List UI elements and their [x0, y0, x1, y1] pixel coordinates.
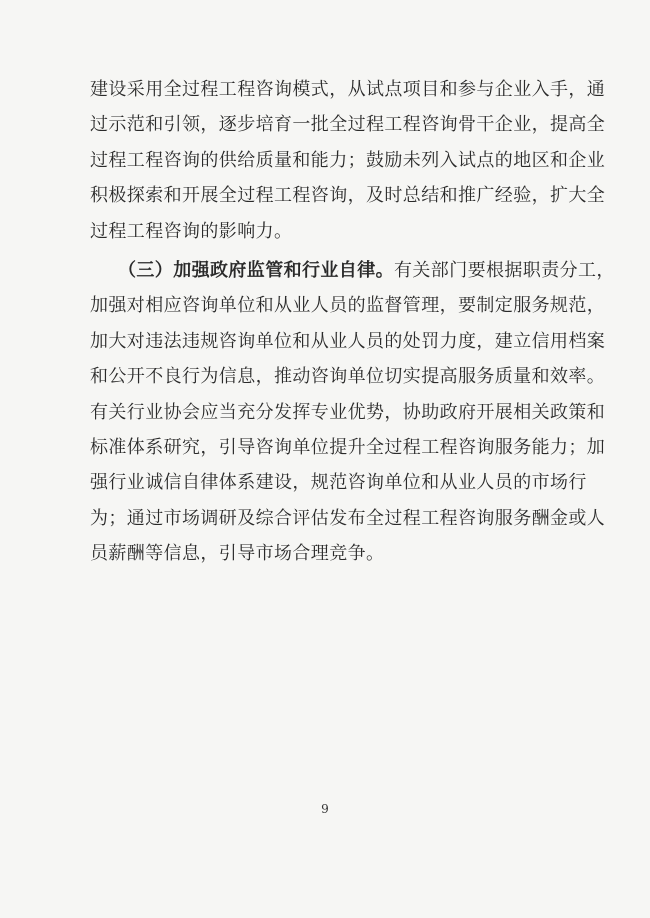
text-span: 有关部门要根据职责分工，: [394, 259, 615, 281]
text-line: 积极探索和开展全过程工程咨询，及时总结和推广经验，扩大全: [90, 185, 606, 207]
paragraph-2: [90, 253, 615, 572]
text-line: 标准体系研究，引导咨询单位提升全过程工程咨询服务能力；加: [90, 436, 606, 458]
text-line: 过程工程咨询的影响力。: [90, 220, 293, 242]
text-line: 强行业诚信自律体系建设，规范咨询单位和从业人员的市场行: [90, 472, 587, 494]
text-line: 员薪酬等信息，引导市场合理竞争。: [90, 543, 385, 565]
text-line: 建设采用全过程工程咨询模式，从试点项目和参与企业入手，通: [90, 79, 606, 100]
text-line: 过程工程咨询的供给质量和能力；鼓励未列入试点的地区和企业: [90, 149, 606, 171]
text-line: 加强对相应咨询单位和从业人员的监督管理，要制定服务规范，: [90, 295, 606, 317]
text-line: 和公开不良行为信息，推动咨询单位切实提高服务质量和效率。: [90, 366, 606, 388]
section-heading: （三）加强政府监管和行业自律。: [118, 259, 394, 281]
text-line: 有关行业协会应当充分发挥专业优势，协助政府开展相关政策和: [90, 401, 606, 423]
text-line: [90, 253, 615, 288]
paragraph-1: [90, 72, 606, 249]
text-line: 加大对违法违规咨询单位和从业人员的处罚力度，建立信用档案: [90, 330, 606, 352]
document-body: [90, 72, 615, 571]
page-number: 9: [321, 802, 329, 816]
text-line: 过示范和引领，逐步培育一批全过程工程咨询骨干企业，提高全: [90, 114, 606, 136]
text-line: 为；通过市场调研及综合评估发布全过程工程咨询服务酬金或人: [90, 507, 606, 529]
